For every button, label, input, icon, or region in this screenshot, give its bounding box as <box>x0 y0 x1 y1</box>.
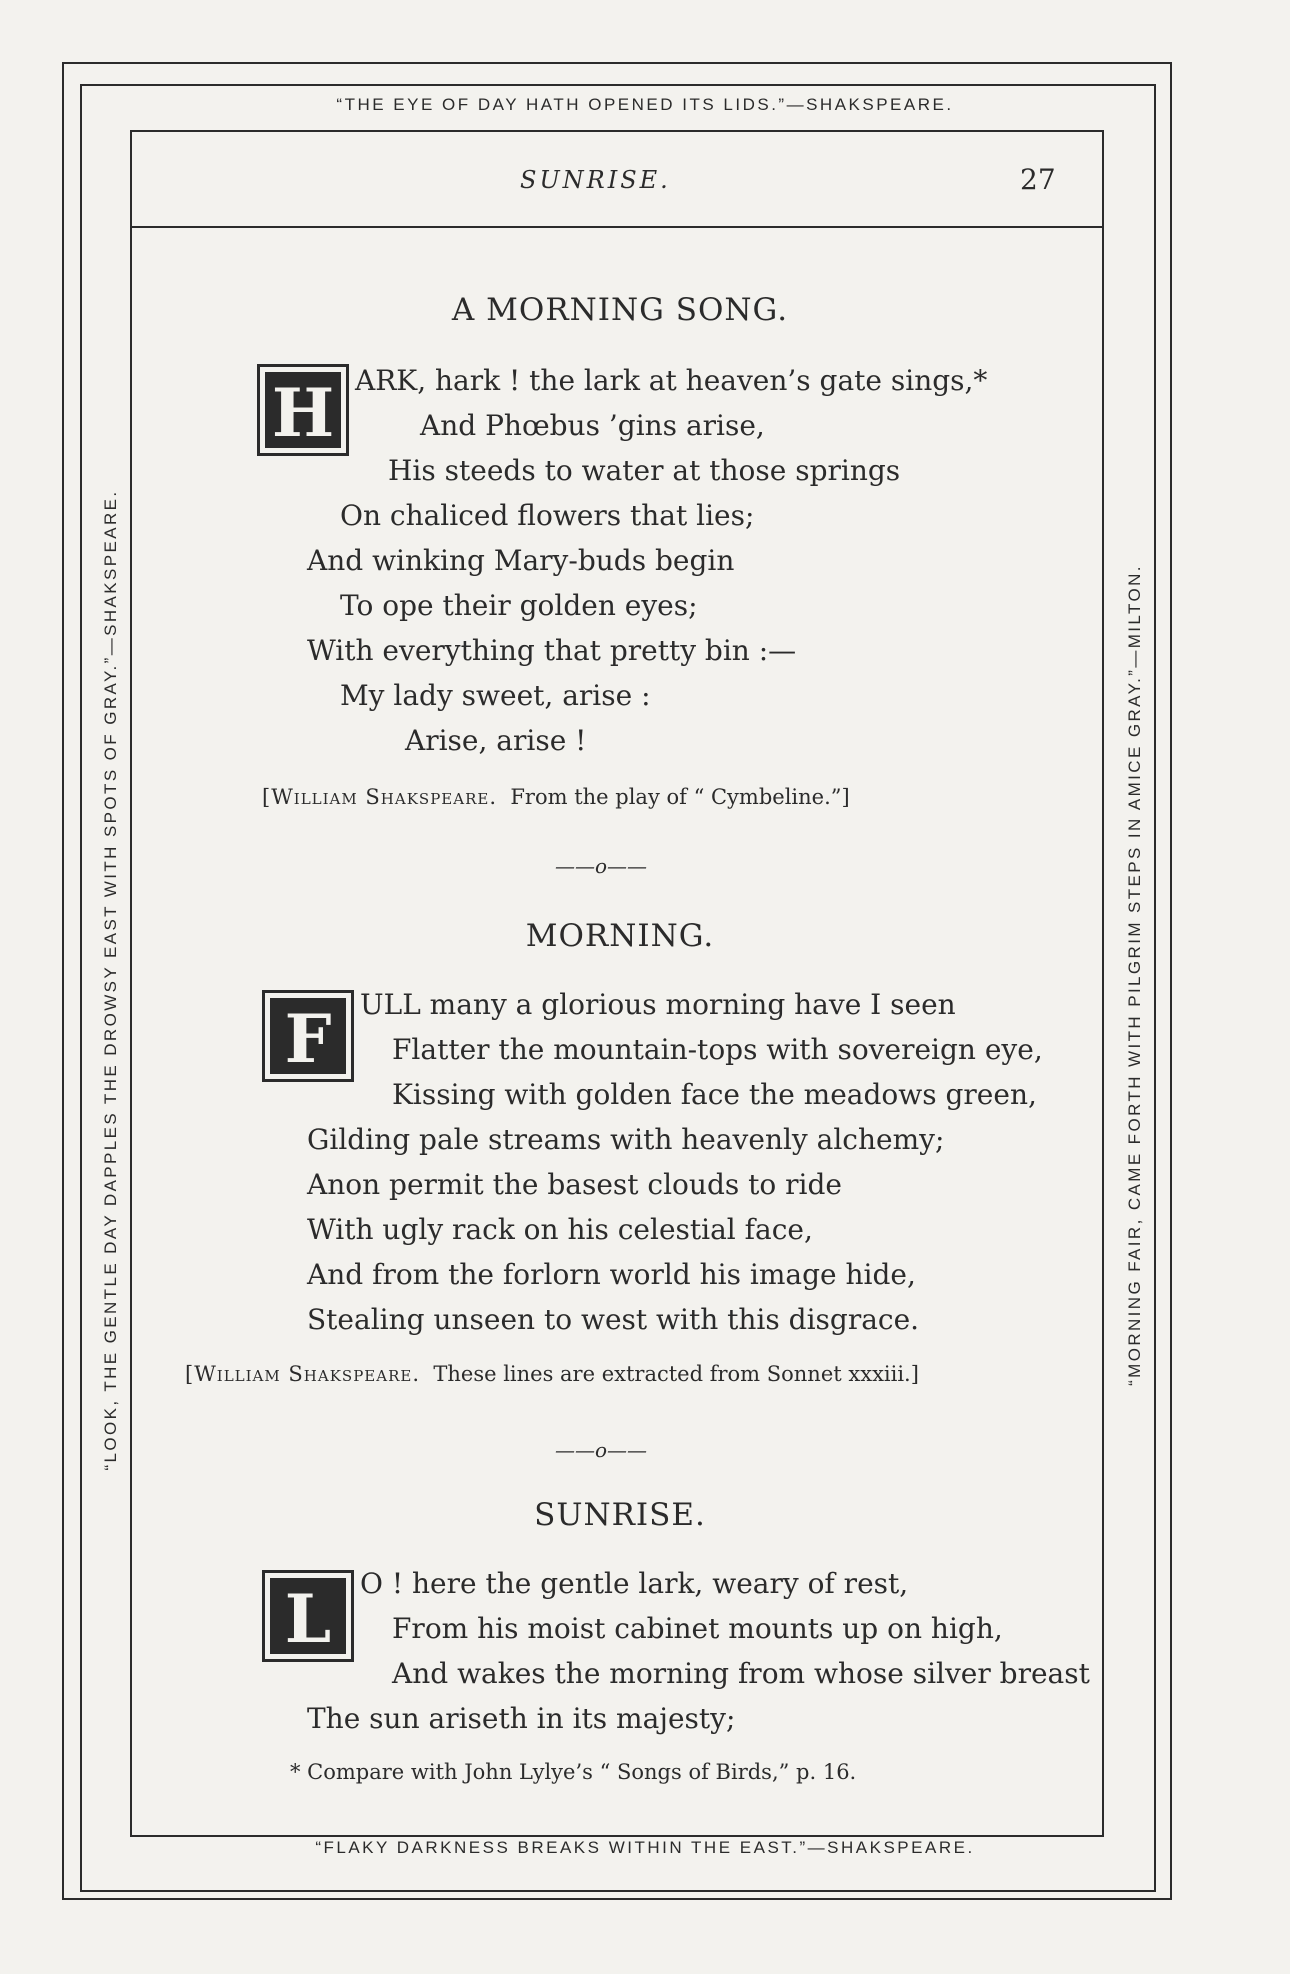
poem-line: Kissing with golden face the meadows green, <box>392 1078 1037 1111</box>
dropcap-h-ornament <box>257 364 349 456</box>
poem-line: Flatter the mountain-tops with sovereign eye, <box>392 1033 1043 1066</box>
svg-text:H: H <box>271 374 335 448</box>
attribution-author: [William Shakspeare. <box>262 785 497 809</box>
poem-title: A MORNING SONG. <box>451 292 789 328</box>
poem-line: Anon permit the basest clouds to ride <box>307 1168 842 1201</box>
poem-line: And wakes the morning from whose silver breast <box>392 1657 1090 1690</box>
page-number: 27 <box>1020 163 1056 196</box>
poem-line: ARK, hark ! the lark at heaven’s gate sings,* <box>355 364 988 397</box>
poem-title: SUNRISE. <box>534 1497 706 1533</box>
dropcap-l-ornament <box>262 1570 354 1662</box>
poem-line: ULL many a glorious morning have I seen <box>360 988 956 1021</box>
poem-title: MORNING. <box>525 918 715 954</box>
attribution <box>185 1362 919 1386</box>
poem-line: From his moist cabinet mounts up on high, <box>392 1612 1003 1645</box>
dropcap-f-glyph <box>270 998 346 1074</box>
dropcap-f-ornament <box>262 990 354 1082</box>
header-rule <box>130 226 1104 228</box>
poem-line: With ugly rack on his celestial face, <box>307 1213 813 1246</box>
attribution <box>262 785 850 809</box>
poem-line: And from the forlorn world his image hide, <box>307 1258 916 1291</box>
footnote: * Compare with John Lylye’s “ Songs of Birds,” p. 16. <box>290 1760 857 1784</box>
poem-line: The sun ariseth in its majesty; <box>307 1702 736 1735</box>
border-right-quote: “MORNING FAIR, CAME FORTH WITH PILGRIM STEPS IN AMICE GRAY.”—MILTON. <box>1125 564 1144 1386</box>
attribution-author: [William Shakspeare. <box>185 1362 420 1386</box>
border-bottom-quote: “FLAKY DARKNESS BREAKS WITHIN THE EAST.”—SHAKSPEARE. <box>315 1838 975 1857</box>
running-head: SUNRISE. <box>520 166 671 194</box>
poem-line: Stealing unseen to west with this disgrace. <box>307 1303 920 1336</box>
dropcap-l-glyph <box>270 1578 346 1654</box>
poem-line: On chaliced flowers that lies; <box>340 499 755 532</box>
poem-line: And Phœbus ’gins arise, <box>420 409 765 442</box>
svg-text:F: F <box>284 1000 332 1074</box>
poem-line: To ope their golden eyes; <box>340 589 698 622</box>
poem-line: His steeds to water at those springs <box>388 454 901 487</box>
poem-line: Gilding pale streams with heavenly alchemy; <box>307 1123 945 1156</box>
attribution-source: These lines are extracted from Sonnet xxxiii.] <box>433 1362 919 1386</box>
border-top-quote: “THE EYE OF DAY HATH OPENED ITS LIDS.”—SHAKSPEARE. <box>336 95 954 114</box>
poem-line: With everything that pretty bin :— <box>307 634 797 667</box>
svg-text:L: L <box>284 1580 332 1654</box>
poem-line: And winking Mary-buds begin <box>307 544 735 577</box>
section-separator: ——o—— <box>555 854 648 878</box>
attribution-source: From the play of “ Cymbeline.”] <box>510 785 850 809</box>
poem-line: My lady sweet, arise : <box>340 679 651 712</box>
section-separator: ——o—— <box>555 1438 648 1462</box>
poem-line: O ! here the gentle lark, weary of rest, <box>360 1567 909 1600</box>
dropcap-h-glyph <box>265 372 341 448</box>
border-left-quote: “LOOK, THE GENTLE DAY DAPPLES THE DROWSY EAST WITH SPOTS OF GRAY.”—SHAKSPEARE. <box>101 489 120 1471</box>
poem-line: Arise, arise ! <box>405 724 587 757</box>
